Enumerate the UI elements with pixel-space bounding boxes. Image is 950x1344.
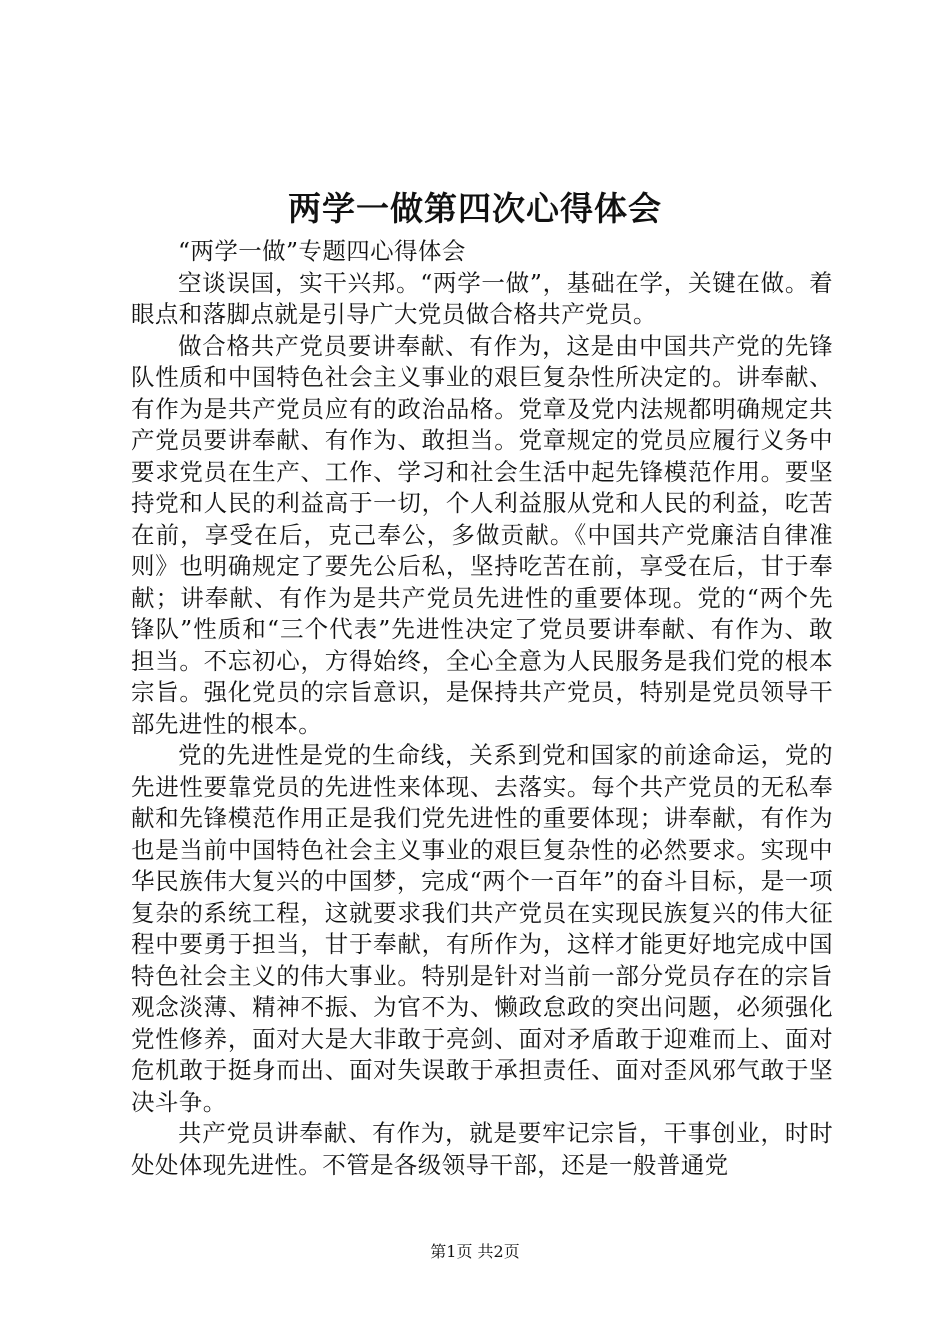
document-title: 两学一做第四次心得体会 (288, 189, 662, 228)
paragraph-3: 党的先进性是党的生命线，关系到党和国家的前途命运，党的先进性要靠党员的先进性来体现、去落实。每个共产党员的无私奉献和先锋模范作用正是我们党先进性的重要体现；讲奉献，有作为也是当前中国特色社会主义事业的艰巨复杂性的必然要求。实现中华民族伟大复兴的中国梦，完成“两个一百年”的奋斗目标，是一项复杂的系统工程，这就要求我们共产党员在实现民族复兴的伟大征程中要勇于担当，甘于奉献，有所作为，这样才能更好地完成中国特色社会主义的伟大事业。特别是针对当前一部分党员存在的宗旨观念淡薄、精神不振、为官不为、懒政怠政的突出问题，必须强化党性修养，面对大是大非敢于亮剑、面对矛盾敢于迎难而上、面对危机敢于挺身而出、面对失误敢于承担责任、面对歪风邪气敢于坚决斗争。 (131, 741, 833, 1116)
document-body (131, 236, 833, 1181)
paragraph-subtitle: “两学一做”专题四心得体会 (178, 237, 466, 265)
paragraph-2: 做合格共产党员要讲奉献、有作为，这是由中国共产党的先锋队性质和中国特色社会主义事业的艰巨复杂性所决定的。讲奉献、有作为是共产党员应有的政治品格。党章及党内法规都明确规定共产党员要讲奉献、有作为、敢担当。党章规定的党员应履行义务中要求党员在生产、工作、学习和社会生活中起先锋模范作用。要坚持党和人民的利益高于一切，个人利益服从党和人民的利益，吃苦在前，享受在后，克己奉公，多做贡献。《中国共产党廉洁自律准则》也明确规定了要先公后私，坚持吃苦在前，享受在后，甘于奉献；讲奉献、有作为是共产党员先进性的重要体现。党的“两个先锋队”性质和“三个代表”先进性决定了党员要讲奉献、有作为、敢担当。不忘初心，方得始终，全心全意为人民服务是我们党的根本宗旨。强化党员的宗旨意识，是保持共产党员，特别是党员领导干部先进性的根本。 (131, 331, 833, 738)
paragraph-1: 空谈误国，实干兴邦。“两学一做”，基础在学，关键在做。着眼点和落脚点就是引导广大党员做合格共产党员。 (131, 268, 833, 328)
page-footer: 第1页 共2页 (430, 1242, 520, 1261)
paragraph-4: 共产党员讲奉献、有作为，就是要牢记宗旨，干事创业，时时处处体现先进性。不管是各级领导干部，还是一般普通党 (131, 1119, 833, 1179)
